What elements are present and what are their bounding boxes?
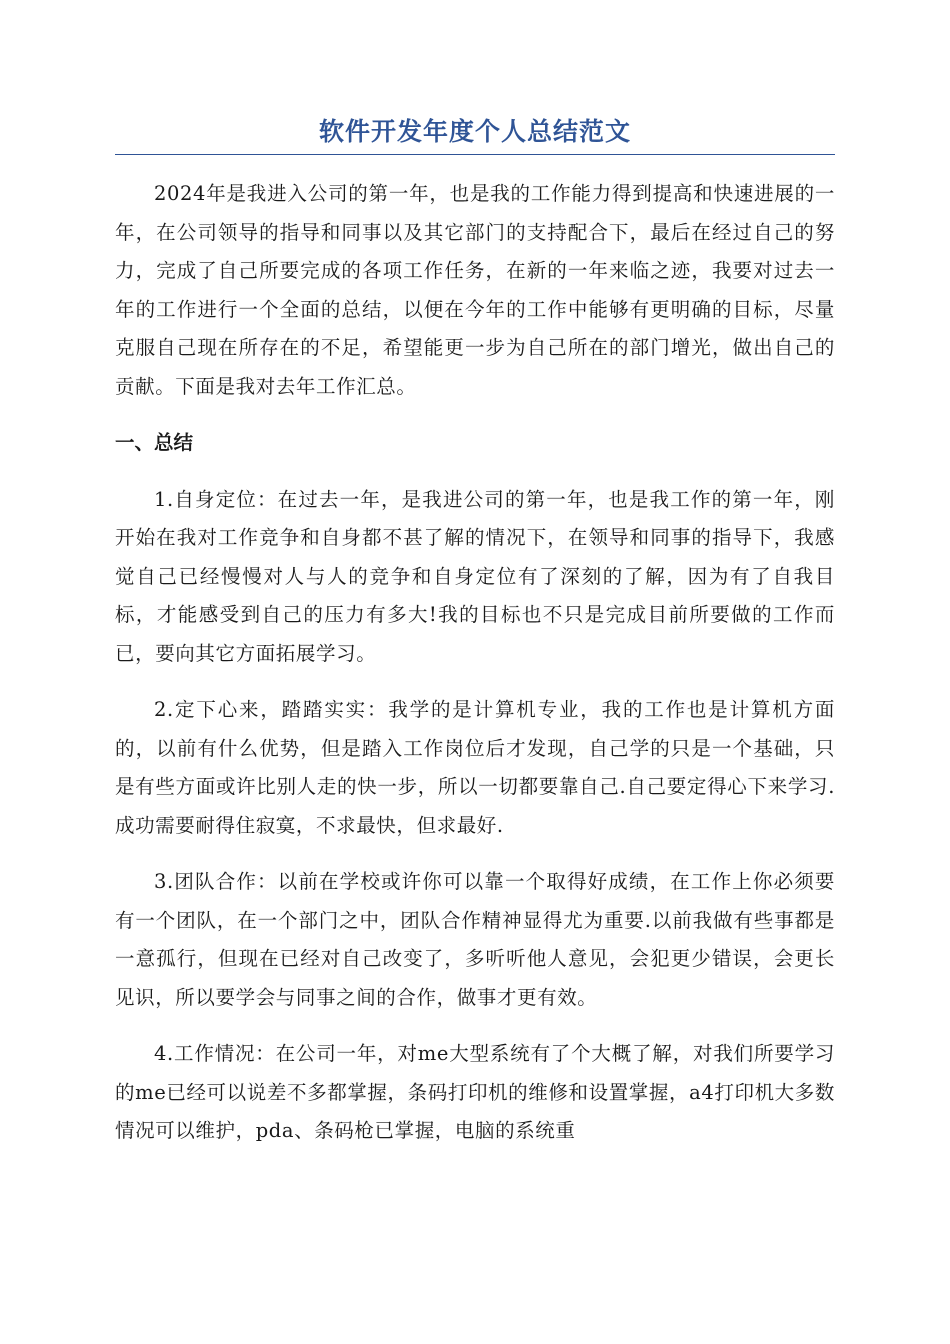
item-paragraph-1: 1.自身定位：在过去一年，是我进公司的第一年，也是我工作的第一年，刚开始在我对工作竞争和自身都不甚了解的情况下，在领导和同事的指导下，我感觉自己已经慢慢对人与人的竞争和自身定位有了深刻的了解，因为有了自我目标，才能感受到自己的压力有多大!我的目标也不只是完成目前所要做的工作而已，要向其它方面拓展学习。: [115, 487, 835, 665]
item-paragraph-3: 3.团队合作：以前在学校或许你可以靠一个取得好成绩，在工作上你必须要有一个团队，在一个部门之中，团队合作精神显得尤为重要.以前我做有些事都是一意孤行，但现在已经对自己改变了，多听听他人意见，会犯更少错误，会更长见识，所以要学会与同事之间的合作，做事才更有效。: [115, 870, 835, 1009]
item-paragraph-4: 4.工作情况：在公司一年，对me大型系统有了个大概了解，对我们所要学习的me已经可以说差不多都掌握，条码打印机的维修和设置掌握，a4打印机大多数情况可以维护，pda、条码枪已掌握，电脑的系统重: [115, 1042, 835, 1142]
section-heading: 一、总结: [115, 431, 194, 454]
intro-paragraph: 2024年是我进入公司的第一年，也是我的工作能力得到提高和快速进展的一年，在公司领导的指导和同事以及其它部门的支持配合下，最后在经过自己的努力，完成了自己所要完成的各项工作任务，在新的一年来临之迹，我要对过去一年的工作进行一个全面的总结，以便在今年的工作中能够有更明确的目标，尽量克服自己现在所存在的不足，希望能更一步为自己所在的部门增光，做出自己的贡献。下面是我对去年工作汇总。: [115, 182, 835, 398]
item-paragraph-2: 2.定下心来，踏踏实实：我学的是计算机专业，我的工作也是计算机方面的，以前有什么优势，但是踏入工作岗位后才发现，自己学的只是一个基础，只是有些方面或许比别人走的快一步，所以一切都要靠自己.自己要定得心下来学习.成功需要耐得住寂寞，不求最快，但求最好.: [115, 698, 835, 837]
document-page: [115, 112, 835, 1151]
document-title: 软件开发年度个人总结范文: [115, 112, 835, 155]
